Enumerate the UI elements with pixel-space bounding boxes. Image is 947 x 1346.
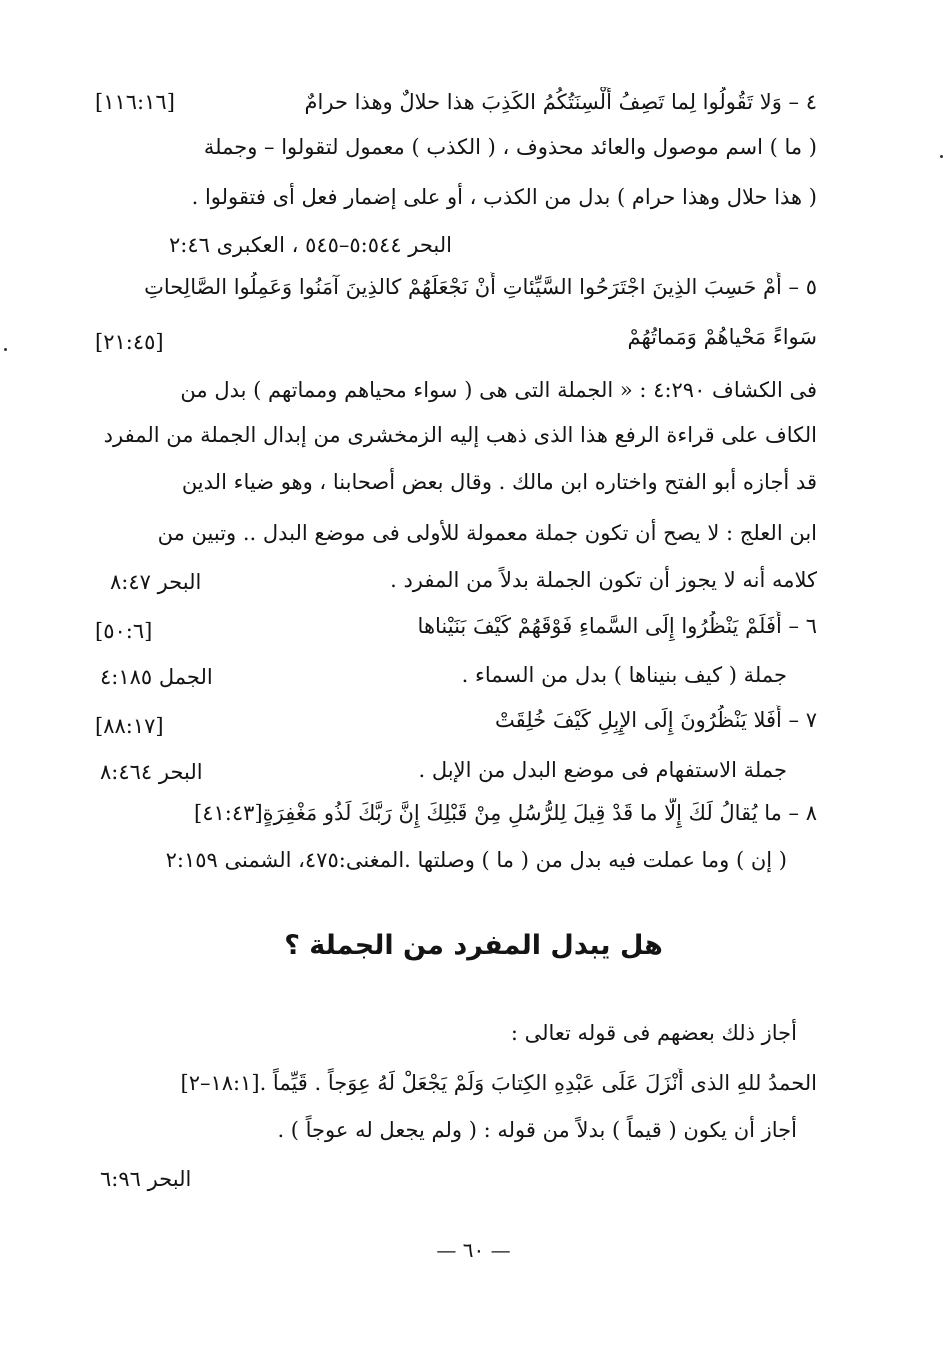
section-heading: هل يبدل المفرد من الجملة ؟ [284, 930, 663, 961]
source-citation-4: البحر ٨:٤٦٤ [100, 760, 203, 784]
source-citation-1: البحر ٥:٥٤٤–٥٤٥ ، العكبرى ٢:٤٦ [169, 233, 452, 257]
text-line-5: ٥ – أَمْ حَسِبَ الذِينَ اجْتَرَحُوا السَّيِّئاتِ أَنْ نَجْعَلَهُمْ كالذِينَ آمَنُوا وَعَمِلُوا الصَّالِحاتِ [144, 275, 817, 299]
text-line-12: ٦ – أَفَلَمْ يَنْظُرُوا إِلَى السَّماءِ فَوْقَهُمْ كَيْفَ بَنَيْناها [417, 614, 817, 638]
text-line-17: ( إن ) وما عملت فيه بدل من ( ما ) وصلتها .المغنى:٤٧٥، الشمنى ٢:١٥٩ [165, 848, 787, 872]
scan-speck [4, 348, 7, 351]
verse-reference-3: [٥٠:٦] [95, 619, 153, 643]
verse-reference-1: [١١٦:١٦] [95, 90, 175, 114]
text-line-14: ٧ – أَفَلا يَنْظُرُونَ إِلَى الإِبِلِ كَيْفَ خُلِقَتْ [494, 708, 817, 732]
source-citation-2: البحر ٨:٤٧ [110, 570, 202, 594]
text-line-10: ابن العلج : لا يصح أن تكون جملة معمولة للأولى فى موضع البدل .. وتبين من [157, 521, 817, 545]
text-line-1: ٤ – وَلا تَقُولُوا لِما تَصِفُ أَلْسِنَتُكُمُ الكَذِبَ هذا حلالٌ وهذا حرامٌ [304, 90, 817, 114]
page-number: — ٦٠ — [436, 1238, 511, 1262]
text-line-20: أجاز أن يكون ( قيماً ) بدلاً من قوله : ( ولم يجعل له عوجاً ) . [277, 1118, 797, 1142]
verse-reference-2: [٢١:٤٥] [95, 330, 164, 354]
text-line-16: ٨ – ما يُقالُ لَكَ إِلَّا ما قَدْ قِيلَ لِلرُّسُلِ مِنْ قَبْلِكَ إِنَّ رَبَّكَ لَذُو مَغْفِرَةٍ[٤١:٤٣] [194, 801, 817, 825]
text-line-9: قد أجازه أبو الفتح واختاره ابن مالك . وقال بعض أصحابنا ، وهو ضياء الدين [181, 470, 817, 494]
text-line-18: أجاز ذلك بعضهم فى قوله تعالى : [510, 1021, 797, 1045]
text-line-3: ( هذا حلال وهذا حرام ) بدل من الكذب ، أو على إضمار فعل أى فتقولوا . [191, 185, 817, 209]
text-line-13: جملة ( كيف بنيناها ) بدل من السماء . [461, 663, 787, 687]
text-line-2: ( ما ) اسم موصول والعائد محذوف ، ( الكذب ) معمول لتقولوا – وجملة [203, 135, 817, 159]
source-citation-3: الجمل ٤:١٨٥ [100, 665, 213, 689]
text-line-11: كلامه أنه لا يجوز أن تكون الجملة بدلاً من المفرد . [390, 568, 817, 592]
text-line-7: فى الكشاف ٤:٢٩٠ : « الجملة التى هى ( سواء محياهم ومماتهم ) بدل من [180, 378, 817, 402]
text-line-19: الحمدُ للهِ الذى أَنْزَلَ عَلَى عَبْدِهِ الكِتابَ وَلَمْ يَجْعَلْ لَهُ عِوَجاً . قَيِّماً .[١٨:١–٢] [180, 1071, 817, 1095]
text-line-8: الكاف على قراءة الرفع هذا الذى ذهب إليه الزمخشرى من إبدال الجملة من المفرد [103, 423, 817, 447]
text-line-15: جملة الاستفهام فى موضع البدل من الإبل . [418, 758, 787, 782]
verse-reference-4: [٨٨:١٧] [95, 714, 164, 738]
scan-speck [940, 155, 943, 158]
text-line-6: سَواءً مَحْياهُمْ وَمَماتُهُمْ [627, 325, 817, 349]
source-citation-5: البحر ٦:٩٦ [100, 1167, 192, 1191]
